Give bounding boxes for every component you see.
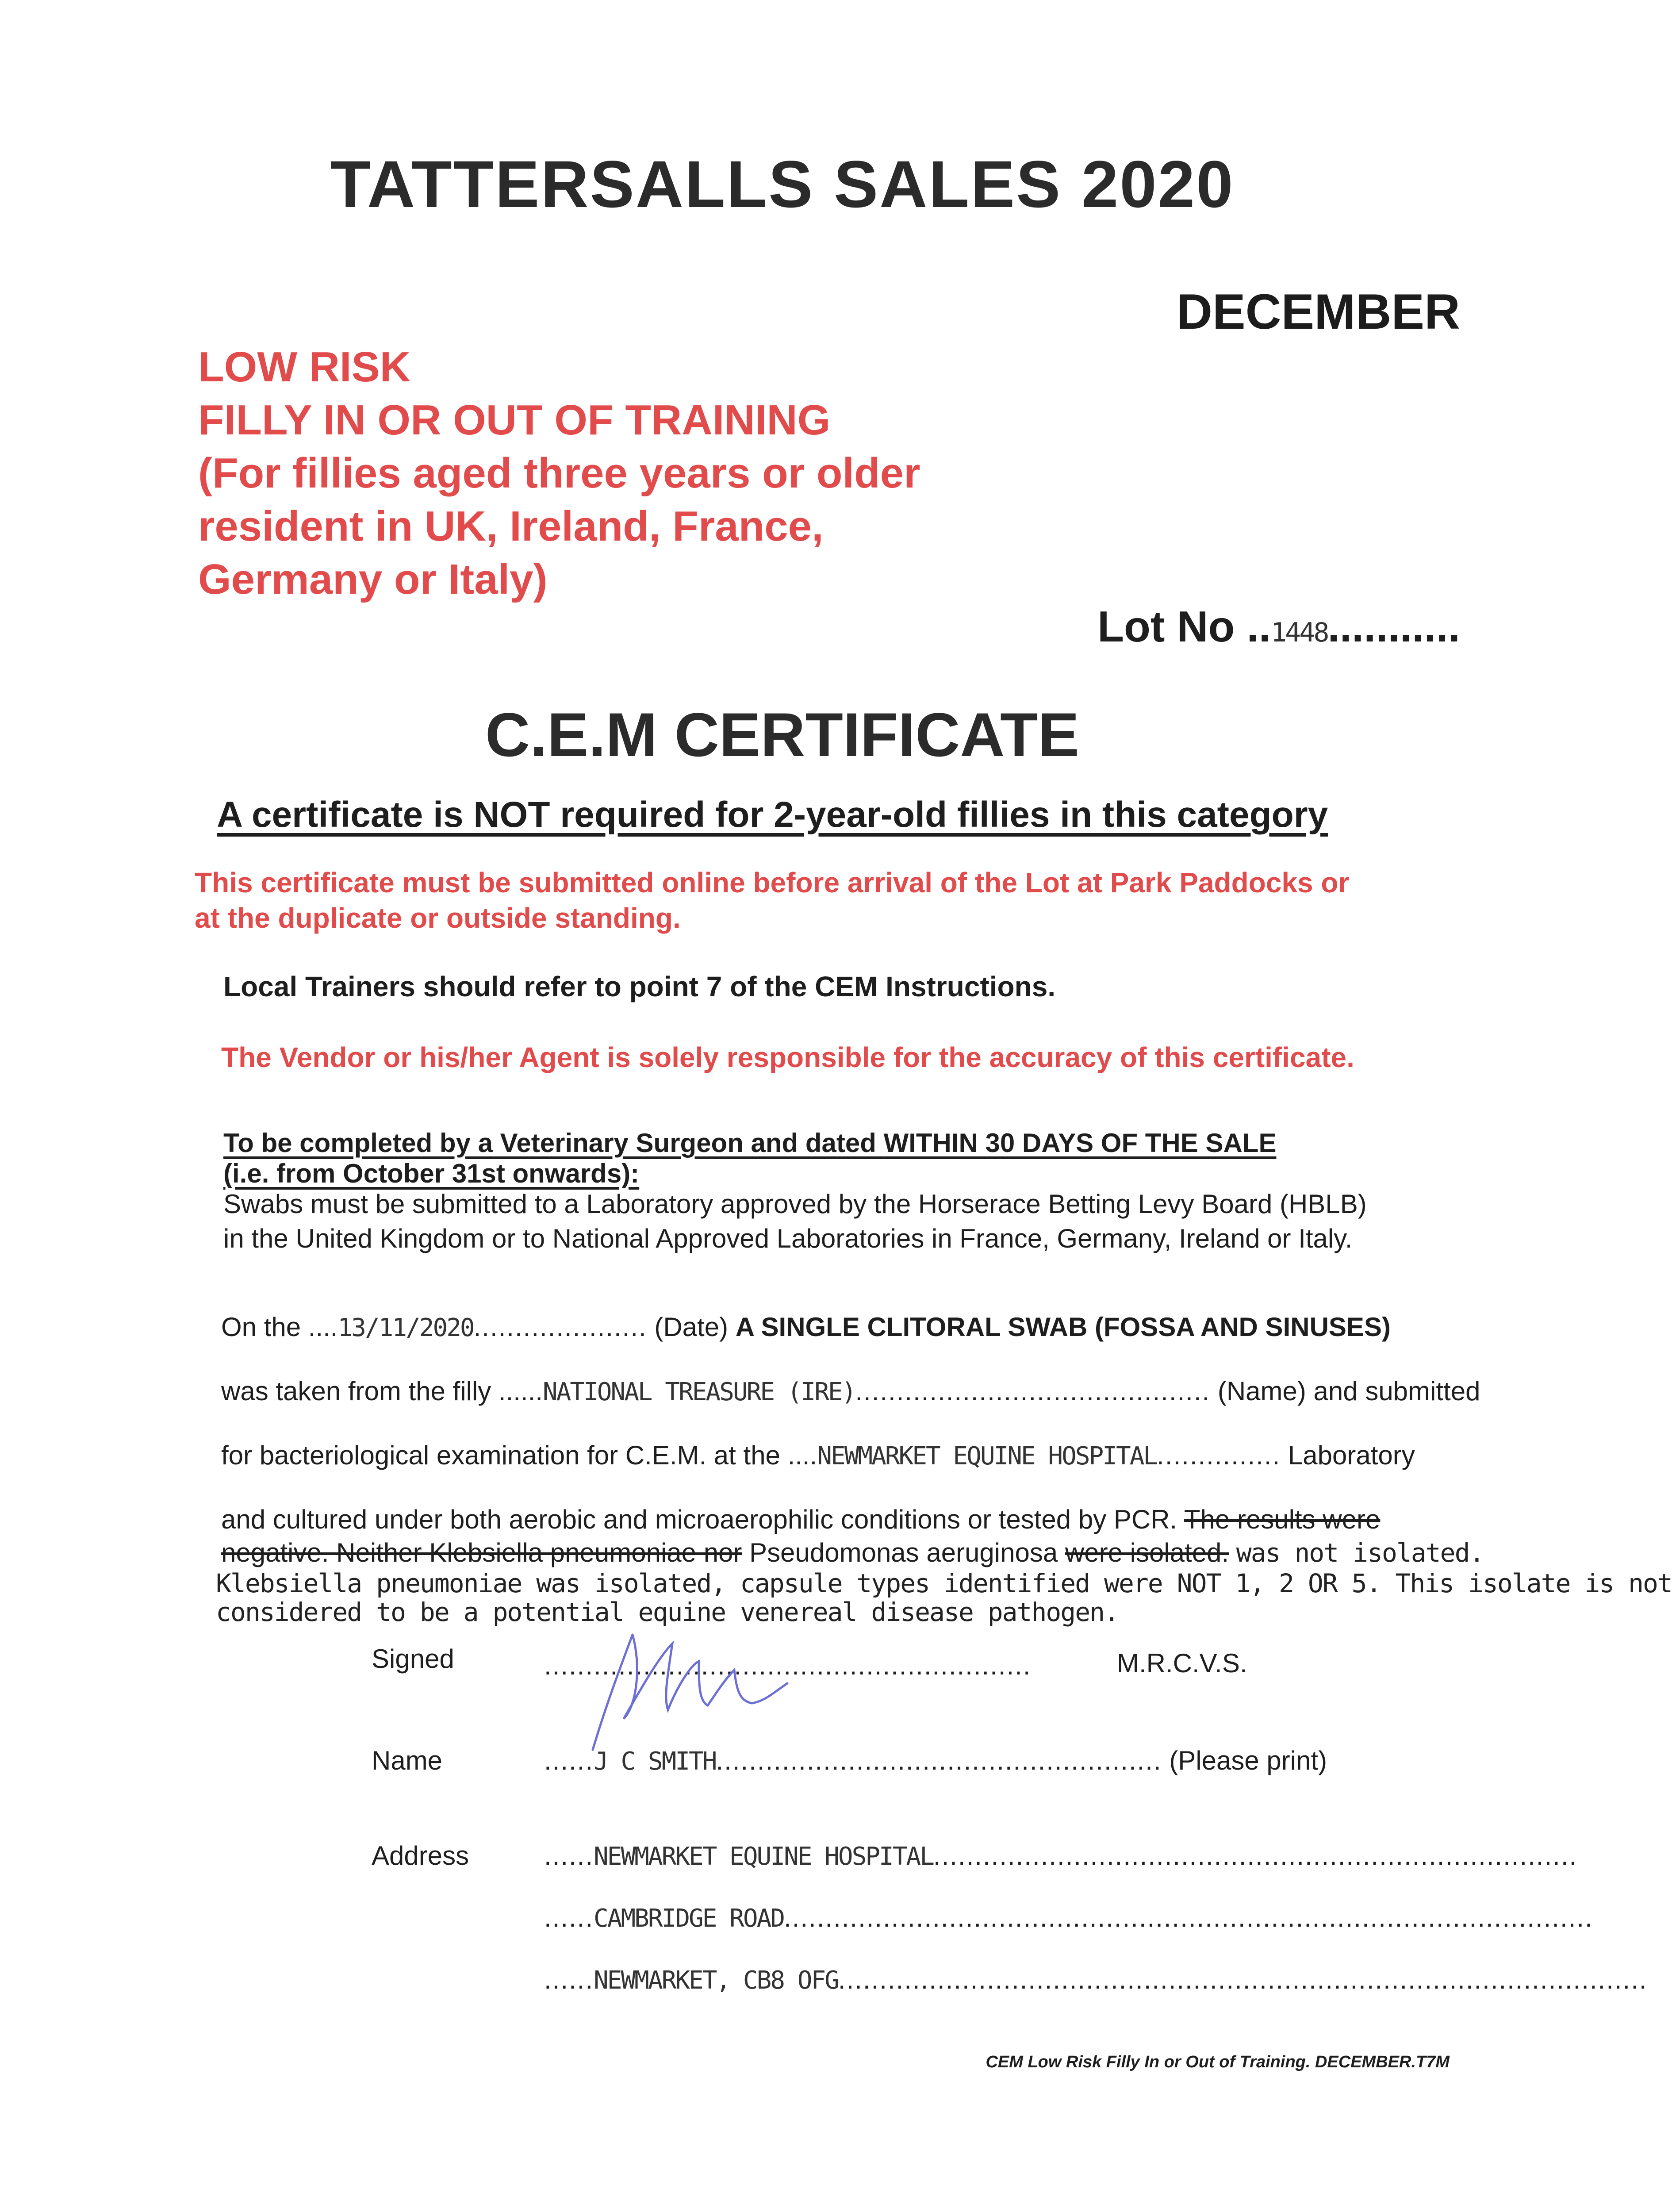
- vet-heading-1: [223, 1126, 1367, 1160]
- lot-label: Lot No ..: [1097, 602, 1271, 651]
- vet-heading-2: (i.e. from October 31st onwards):: [223, 1159, 640, 1188]
- vet-section: [223, 1126, 1367, 1256]
- lot-number: [1097, 602, 1460, 652]
- please-print-label: (Please print): [1169, 1746, 1327, 1775]
- submit-notice: [195, 865, 1349, 936]
- struck-isolated-text: were isolated.: [1065, 1538, 1229, 1567]
- form-date-line: [221, 1312, 1391, 1342]
- vet-text-2: in the United Kingdom or to National Approved Laboratories in France, Germany, Ireland or Italy.: [223, 1224, 1353, 1253]
- signature-scribble: [566, 1617, 796, 1763]
- vet-name-line: [544, 1745, 1327, 1776]
- address-dots-3: ......: [544, 1965, 594, 1994]
- address-line-1: ......NEWMARKET EQUINE HOSPITAL..............................................................................: [544, 1841, 1578, 1871]
- category-line-5: Germany or Italy): [198, 556, 548, 603]
- mrcvs-label: M.R.C.V.S.: [1117, 1648, 1247, 1678]
- name-label-row: Name: [372, 1746, 443, 1775]
- laboratory-field: NEWMARKET EQUINE HOSPITAL: [817, 1442, 1157, 1471]
- address-line-3-field: NEWMARKET, CB8 OFG: [594, 1966, 838, 1995]
- form-filly-line: [221, 1376, 1480, 1406]
- vet-name-field: J C SMITH: [594, 1747, 716, 1776]
- lot-dots: ...........: [1327, 602, 1460, 651]
- category-line-3: (For fillies aged three years or older: [198, 449, 920, 497]
- name-label: (Name) and submitted: [1217, 1376, 1480, 1406]
- pseudomonas-text: Pseudomonas aeruginosa: [749, 1538, 1058, 1567]
- local-trainers-notice: Local Trainers should refer to point 7 of the CEM Instructions.: [223, 971, 1056, 1002]
- address-line-2: ......CAMBRIDGE ROAD..................................................................................................: [544, 1903, 1593, 1933]
- swab-text: A SINGLE CLITORAL SWAB (FOSSA AND SINUSES): [735, 1312, 1391, 1342]
- signed-label: Signed: [372, 1644, 454, 1674]
- filly-name-field: NATIONAL TREASURE (IRE): [542, 1378, 855, 1406]
- submit-notice-line-2: at the duplicate or outside standing.: [195, 902, 681, 934]
- name-dots: ...........................................: [855, 1376, 1211, 1406]
- document-title: TATTERSALLS SALES 2020: [330, 147, 1235, 221]
- address-label: Address: [372, 1841, 469, 1870]
- swab-date-field: 13/11/2020: [337, 1313, 474, 1342]
- exam-label: for bacteriological examination for C.E.M. at the ....: [221, 1440, 817, 1470]
- form-lab-line: [221, 1440, 1415, 1471]
- vet-heading-1a: To be completed by a Veterinary Surgeon and dated: [223, 1128, 884, 1158]
- address-line-3: ......NEWMARKET, CB8 OFG..................................................................................................: [544, 1965, 1648, 1995]
- struck-results-text: The results were: [1184, 1505, 1381, 1534]
- date-dots: .....................: [473, 1312, 647, 1342]
- category-line-4: resident in UK, Ireland, France,: [198, 503, 824, 550]
- address-dots-1: ......: [544, 1841, 594, 1870]
- vet-text-1: Swabs must be submitted to a Laboratory approved by the Horserace Betting Levy Board (HBLB): [223, 1189, 1367, 1219]
- form-result-line: [221, 1537, 1484, 1568]
- typed-line-3: considered to be a potential equine venereal disease pathogen.: [216, 1597, 1119, 1627]
- vendor-notice: The Vendor or his/her Agent is solely responsible for the accuracy of this certificate.: [221, 1041, 1354, 1073]
- address-dots-2: ......: [544, 1903, 594, 1932]
- taken-from-label: was taken from the filly ......: [221, 1376, 543, 1406]
- typed-not-isolated: was not isolated.: [1236, 1538, 1484, 1568]
- sale-month: DECEMBER: [1177, 284, 1460, 339]
- certificate-title: C.E.M CERTIFICATE: [485, 700, 1079, 769]
- lot-value: 1448: [1270, 617, 1328, 648]
- date-label: (Date): [654, 1312, 729, 1342]
- cultured-text: and cultured under both aerobic and microaerophilic conditions or tested by PCR.: [221, 1505, 1177, 1534]
- category-line-2: FILLY IN OR OUT OF TRAINING: [198, 396, 831, 444]
- category-line-1: LOW RISK: [198, 343, 410, 391]
- signed-dots: ...........................................................: [544, 1651, 1032, 1680]
- submit-notice-line-1: This certificate must be submitted online before arrival of the Lot at Park Paddocks or: [195, 867, 1350, 899]
- address-line-1-field: NEWMARKET EQUINE HOSPITAL: [594, 1842, 933, 1871]
- category-block: [198, 341, 920, 606]
- footer-reference: CEM Low Risk Filly In or Out of Training. DECEMBER.T7M: [986, 2053, 1450, 2071]
- typed-klebsiella-text: Klebsiella pneumoniae was isolated, capsule types identified were NOT 1, 2 OR 5.: [216, 1568, 1381, 1598]
- lab-dots: ...............: [1157, 1440, 1281, 1470]
- vet-heading-1b: WITHIN 30 DAYS OF THE SALE: [883, 1128, 1277, 1158]
- vet-name-dots: ......................................................: [716, 1746, 1162, 1775]
- lab-label: Laboratory: [1288, 1440, 1415, 1470]
- typed-line-2: [216, 1568, 1672, 1598]
- form-cultured-line: [221, 1504, 1380, 1535]
- typed-isolate-text: This isolate is not: [1395, 1568, 1672, 1598]
- address-line-2-field: CAMBRIDGE ROAD: [594, 1904, 784, 1933]
- on-the-label: On the ....: [221, 1312, 338, 1342]
- vet-name-dots-lead: ......: [544, 1746, 594, 1775]
- not-required-notice: A certificate is NOT required for 2-year-old fillies in this category: [217, 795, 1328, 835]
- struck-negative-text: negative. Neither Klebsiella pneumoniae nor: [221, 1538, 742, 1567]
